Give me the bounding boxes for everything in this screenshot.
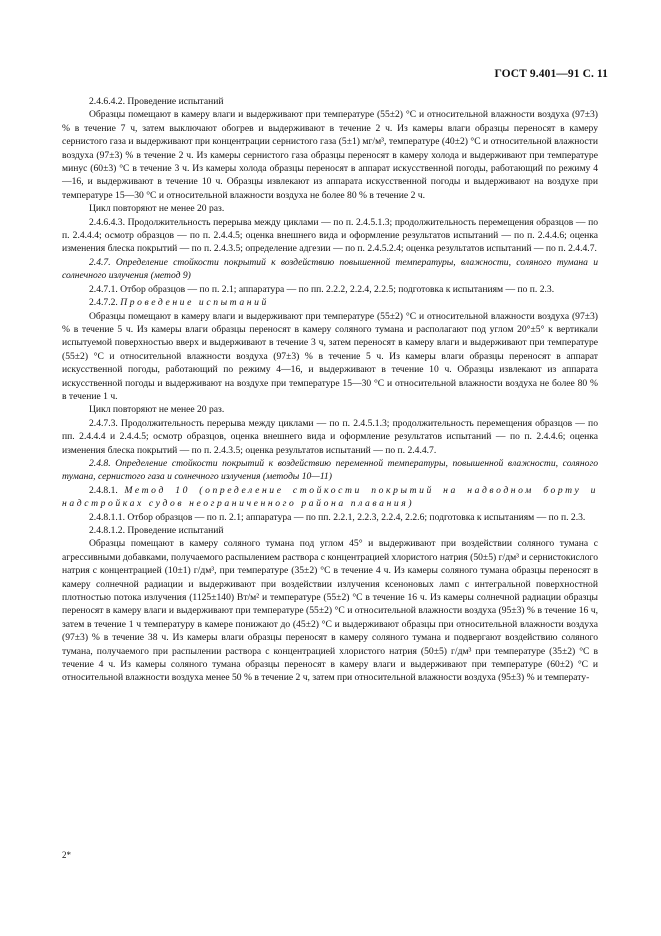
page-footer: 2* xyxy=(62,850,71,860)
paragraph: 2.4.8.1.1. Отбор образцов — по п. 2.1; аппаратура — по пп. 2.2.1, 2.2.3, 2.2.4, 2.2.6; подготовка к испытаниям — по п. 2.3. xyxy=(89,511,586,523)
subsection-heading xyxy=(62,296,598,309)
paragraph: 2.4.7.3. Продолжительность перерыва между циклами — по п. 2.4.5.1.3; продолжительность перемещения образцов — по пп. 2.4.4.4 и 2.4.4.5; осмотр образцов, оценка внешнего вида и оформление результатов испытаний — по п. 2.4.4.6; оценка изменения блеска покрытий — по п. 2.4.3.5; оценка результатов испытаний — по п. 2.4.4.7. xyxy=(62,417,598,456)
page-header: ГОСТ 9.401—91 С. 11 xyxy=(494,68,608,80)
paragraph: Образцы помещают в камеру соляного тумана под углом 45° и выдерживают при воздействии соляного тумана с агрессивными добавками, получаемого распылением раствора с концентрацией хлористого натрия (50±5) г/дм³ и сернистокислого натрия с концентрацией (10±1) г/дм³, при температуре (35±2) °С в течение 4 ч. Из камеры соляного тумана образцы переносят в камеру солнечной радиации и выдерживают при воздействии излучения ксеноновых ламп с интегральной поверхностной плотностью потока излучения (1125±140) Вт/м² и температуре (55±2) °С в течение 16 ч. Из камеры солнечной радиации образцы переносят в камеру влаги и выдерживают при температуре (55±2) °С и относительной влажности воздуха (95±3) % в течение 16 ч, затем в течение 1 ч температуру в камере понижают до (45±2) °С и выдерживают образцы при относительной влажности воздуха (97±3) % в течение 38 ч. Из камеры влаги образцы переносят в камеру соляного тумана и подвергают воздействию соляного тумана, получаемого при распылении раствора с концентрацией хлористого натрия (50±5) г/дм³ при температуре (35±2) °С в течение 4 ч. Из камеры соляного тумана образцы переносят в камеру влаги и выдерживают при температуре (60±2) °С и относительной влажности воздуха менее 50 % в течение 2 ч, затем при относительной влажности воздуха (95±3) % и температу- xyxy=(62,538,598,684)
paragraph: 2.4.6.4.3. Продолжительность перерыва между циклами — по п. 2.4.5.1.3; продолжительность перемещения образцов — по п. 2.4.4.4; осмотр образцов — по п. 2.4.4.5; оценка внешнего вида и оформление результатов испытаний — по п. 2.4.4.6; оценка изменения блеска покрытий — по п. 2.4.3.5; определение адгезии — по п. 2.4.5.2.4; оценка результатов испытаний — по п. 2.4.4.7. xyxy=(62,216,598,255)
paragraph: Цикл повторяют не менее 20 раз. xyxy=(89,404,225,416)
paragraph: 2.4.7.1. Отбор образцов — по п. 2.1; аппаратура — по пп. 2.2.2, 2.2.4, 2.2.5; подготовка к испытаниям — по п. 2.3. xyxy=(89,283,555,295)
document-body xyxy=(62,95,598,685)
paragraph: Образцы помещают в камеру влаги и выдерживают при температуре (55±2) °С и относительной влажности воздуха (97±3) % в течение 5 ч. Из камеры влаги образцы переносят в камеру соляного тумана и располагают под углом 20°±5° к вертикали испытуемой поверхностью вверх и выдерживают в течение 3 ч, затем переносят в камеру влаги и выдерживают при температуре (55±2) °С и относительной влажности воздуха (97±3) % в течение 5 ч. Из камеры влаги образцы переносят в аппарат искусственной погоды, работающий по режиму 4—16, и выдерживают в течение 10 ч. Образцы извлекают из аппарата искусственной погоды и выдерживают на воздухе при температуре 15—30 °С и относительной влажности воздуха не более 80 % в течение 1 ч. xyxy=(62,310,598,402)
heading-title: Проведение испытаний xyxy=(120,297,269,309)
section-heading: 2.4.7. Определение стойкости покрытий к воздействию повышенной температуры, влажности, соляного тумана и солнечного излучения (метод 9) xyxy=(62,256,598,282)
paragraph: 2.4.6.4.2. Проведение испытаний xyxy=(89,96,224,107)
heading-number: 2.4.7.2. xyxy=(89,297,118,309)
paragraph: Образцы помещают в камеру влаги и выдерживают при температуре (55±2) °С и относительной влажности воздуха (97±3) % в течение 7 ч, затем выключают обогрев и выдерживают в течение 2 ч. Из камеры влаги образцы переносят в камеру сернистого газа и выдерживают при концентрации сернистого газа (5±1) мг/м³, температуре (40±2) °С и относительной влажности воздуха (97±3) % в течение 2 ч. Из камеры сернистого газа образцы переносят в камеру холода и выдерживают при температуре минус (60±3) °С в течение 3 ч. Из камеры холода образцы переносят в аппарат искусственной погоды, работающий по режиму 4—16, и выдерживают в течение 10 ч. Образцы извлекают из аппарата искусственной погоды и выдерживают на воздухе при температуре 15—30 °С и относительной влажности воздуха не более 80 % в течение 2 ч. xyxy=(62,109,598,201)
subsection-heading xyxy=(62,484,598,511)
paragraph: 2.4.8.1.2. Проведение испытаний xyxy=(89,525,224,536)
section-heading: 2.4.8. Определение стойкости покрытий к воздействию переменной температуры, повышенной влажности, соляного тумана, сернистого газа и солнечного излучения (методы 10—11) xyxy=(62,457,598,483)
heading-title: Метод 10 (определение стойкости покрытий на надводном борту и надстройках судов неограниченного района плавания) xyxy=(62,484,598,510)
paragraph: Цикл повторяют не менее 20 раз. xyxy=(89,203,225,215)
heading-number: 2.4.8.1. xyxy=(89,484,118,496)
